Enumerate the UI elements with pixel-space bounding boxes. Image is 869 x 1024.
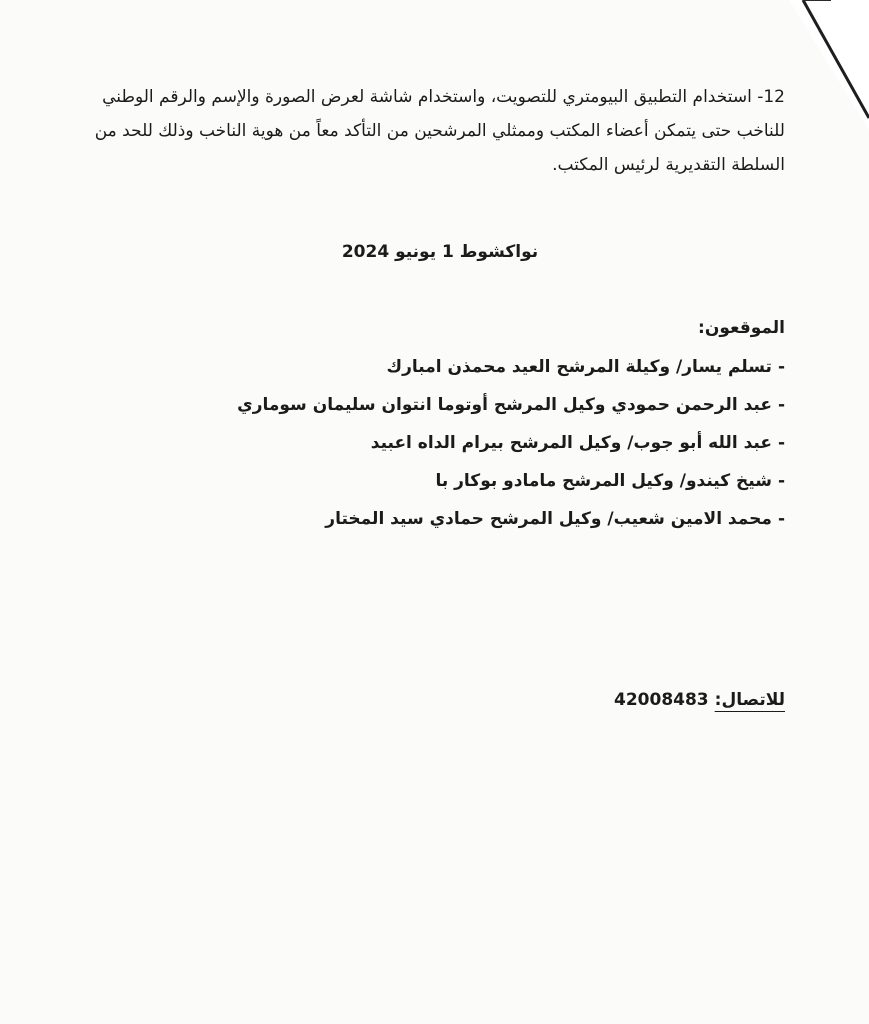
clause-12 xyxy=(60,80,785,182)
signatory-item: -محمد الامين شعيب/ وكيل المرشح حمادي سيد المختار xyxy=(325,509,785,529)
signatory-item: -تسلم يسار/ وكيلة المرشح العيد محمذن امبارك xyxy=(386,357,785,377)
signatory-item: -عبد الله أبو جوب/ وكيل المرشح بيرام الداه اعبيد xyxy=(370,433,785,453)
place-and-date: نواكشوط 1 يونيو 2024 xyxy=(341,242,539,262)
page-corner-fold xyxy=(789,0,869,130)
contact-line xyxy=(614,690,785,710)
signatory-item: -عبد الرحمن حمودي وكيل المرشح أوتوما انتوان سليمان سوماري xyxy=(237,395,785,415)
signatories-list xyxy=(145,348,785,538)
clause-number: 12- xyxy=(757,87,785,107)
signatory-item: -شيخ كيندو/ وكيل المرشح مامادو بوكار با xyxy=(435,471,785,491)
contact-label: للاتصال: xyxy=(714,690,785,710)
clause-text: استخدام التطبيق البيومتري للتصويت، واستخدام شاشة لعرض الصورة والإسم والرقم الوطني للناخب حتى يتمكن أعضاء المكتب وممثلي المرشحين من التأكد معاً من هوية الناخب وذلك للحد من السلطة التقديرية لرئيس المكتب. xyxy=(94,87,785,175)
signatories-heading: الموقعون: xyxy=(698,318,785,338)
contact-phone: 42008483 xyxy=(614,690,709,710)
